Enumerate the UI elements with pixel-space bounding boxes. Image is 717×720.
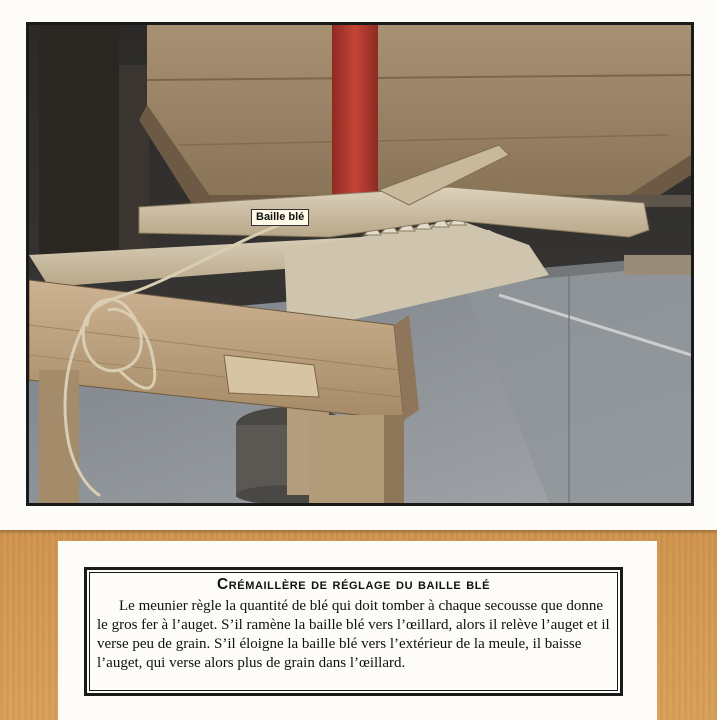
caption-text: Le meunier règle la quantité de blé qui doit tomber à chaque secousse que donne le gros fer à l’auget. S’il ramène la baille blé vers l’œillard, alors il relève l’auget et il verse peu de grain. S’il éloigne la baille blé vers l’extérieur de la meule, il baisse l’auget, qui verse alors plus de grain dans l’œillard. — [97, 598, 610, 671]
caption-frame — [84, 567, 623, 696]
photo-frame — [26, 22, 694, 506]
mill-scene-illustration — [29, 25, 691, 503]
caption-card — [58, 541, 657, 720]
caption-title: Crémaillère de réglage du baille blé — [216, 576, 491, 593]
mill-photograph — [29, 25, 691, 503]
baille-ble-tag: Baille blé — [251, 209, 309, 226]
